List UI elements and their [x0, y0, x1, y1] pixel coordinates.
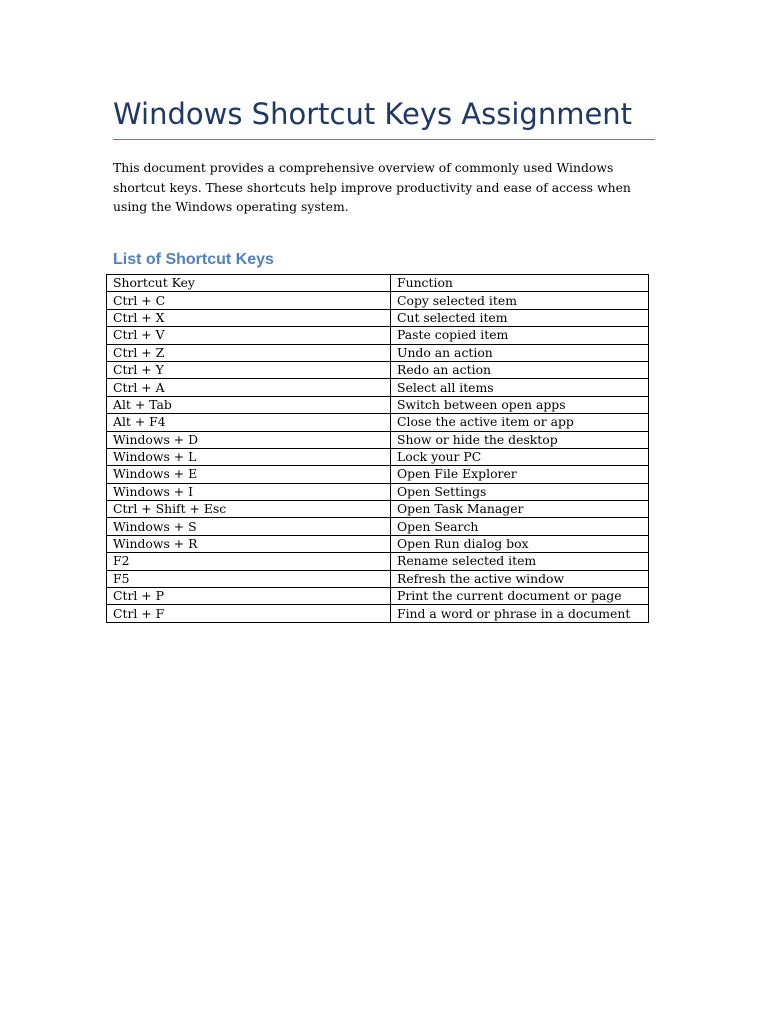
document-title: Windows Shortcut Keys Assignment: [113, 97, 633, 131]
table-row: [107, 570, 649, 587]
function-cell: Open Run dialog box: [391, 535, 649, 552]
function-cell: Copy selected item: [391, 292, 649, 309]
shortcut-key-cell: Ctrl + C: [107, 292, 391, 309]
function-cell: Close the active item or app: [391, 414, 649, 431]
function-cell: Undo an action: [391, 344, 649, 361]
shortcut-key-cell: Ctrl + V: [107, 327, 391, 344]
shortcut-key-cell: Ctrl + Z: [107, 344, 391, 361]
shortcut-key-cell: Ctrl + Y: [107, 361, 391, 378]
table-row: [107, 518, 649, 535]
function-cell: Select all items: [391, 379, 649, 396]
shortcut-key-cell: Ctrl + P: [107, 588, 391, 605]
function-cell: Show or hide the desktop: [391, 431, 649, 448]
function-cell: Print the current document or page: [391, 588, 649, 605]
section-heading: List of Shortcut Keys: [113, 251, 274, 268]
function-cell: Lock your PC: [391, 448, 649, 465]
shortcut-key-cell: Windows + L: [107, 448, 391, 465]
header-shortcut-key: Shortcut Key: [107, 275, 391, 292]
function-cell: Paste copied item: [391, 327, 649, 344]
table-row: [107, 379, 649, 396]
function-cell: Cut selected item: [391, 309, 649, 326]
shortcut-key-cell: Ctrl + Shift + Esc: [107, 501, 391, 518]
header-function: Function: [391, 275, 649, 292]
table-row: [107, 483, 649, 500]
shortcut-key-cell: F5: [107, 570, 391, 587]
table-row: [107, 535, 649, 552]
function-cell: Refresh the active window: [391, 570, 649, 587]
function-cell: Open File Explorer: [391, 466, 649, 483]
function-cell: Rename selected item: [391, 553, 649, 570]
function-cell: Find a word or phrase in a document: [391, 605, 649, 622]
function-cell: Open Task Manager: [391, 501, 649, 518]
shortcut-key-cell: Windows + E: [107, 466, 391, 483]
shortcut-key-cell: Windows + I: [107, 483, 391, 500]
intro-paragraph: This document provides a comprehensive overview of commonly used Windows shortcut keys. These shortcuts help improve productivity and ease of access when using the Windows operating system.: [113, 160, 631, 214]
shortcut-key-cell: Alt + F4: [107, 414, 391, 431]
shortcut-key-cell: Ctrl + A: [107, 379, 391, 396]
function-cell: Redo an action: [391, 361, 649, 378]
shortcut-key-cell: Windows + S: [107, 518, 391, 535]
table-row: [107, 396, 649, 413]
shortcut-key-cell: Windows + D: [107, 431, 391, 448]
function-cell: Open Settings: [391, 483, 649, 500]
title-underline-rule: [113, 139, 655, 140]
table-row: [107, 309, 649, 326]
function-cell: Open Search: [391, 518, 649, 535]
table-row: [107, 588, 649, 605]
table-header-row: [107, 275, 649, 292]
table-row: [107, 431, 649, 448]
table-row: [107, 448, 649, 465]
shortcut-key-cell: F2: [107, 553, 391, 570]
table-row: [107, 466, 649, 483]
table-row: [107, 361, 649, 378]
function-cell: Switch between open apps: [391, 396, 649, 413]
shortcut-key-cell: Ctrl + X: [107, 309, 391, 326]
table-row: [107, 501, 649, 518]
shortcut-key-cell: Ctrl + F: [107, 605, 391, 622]
table-row: [107, 414, 649, 431]
table-row: [107, 344, 649, 361]
shortcut-key-cell: Windows + R: [107, 535, 391, 552]
table-row: [107, 327, 649, 344]
table-row: [107, 292, 649, 309]
table-row: [107, 605, 649, 622]
shortcut-key-cell: Alt + Tab: [107, 396, 391, 413]
table-row: [107, 553, 649, 570]
shortcut-table: [106, 274, 649, 623]
